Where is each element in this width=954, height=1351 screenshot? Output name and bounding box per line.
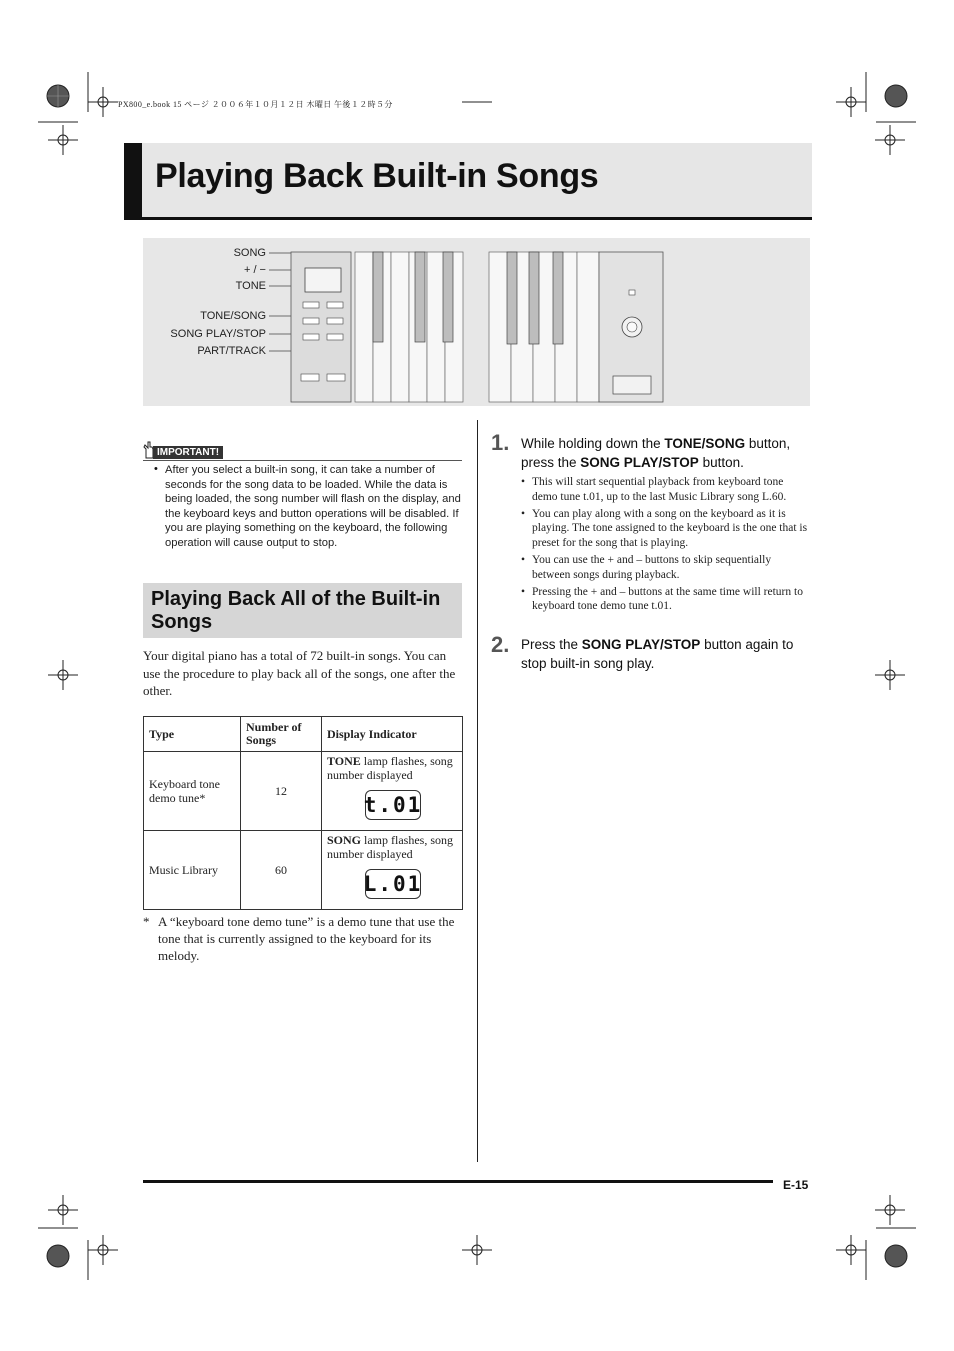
table-header: Number of Songs [241,717,322,752]
table-cell-count: 60 [241,831,322,910]
footnote [143,913,463,964]
table-header: Display Indicator [322,717,463,752]
step-1-instruction [521,434,811,472]
table-header: Type [144,717,241,752]
important-rule [143,460,462,461]
lamp-name: SONG [327,833,362,847]
table-header-row [144,717,463,752]
table-cell-type: Keyboard tone demo tune* [144,752,241,831]
footnote-text: A “keyboard tone demo tune” is a demo tune that use the tone that is currently assigned to the keyboard for its melody. [158,914,455,963]
lcd-display: L.01 [365,869,421,899]
step-2-instruction [521,635,811,673]
built-in-songs-table [143,716,463,910]
table-row [144,831,463,910]
important-text: After you select a built-in song, it can take a number of seconds for the song data to be loaded. While the data is being loaded, the song number will flash on the display, and the keyboard keys and button operations will be disabled. If you are playing something on the keyboard, the following operation will cause output to stop. [165,464,461,549]
list-item: • You can play along with a song on the keyboard as it is playing. The tone assigned to the keyboard is the one that is preset for the song that is playing. [521,507,811,551]
title-bar [124,143,812,220]
important-label: IMPORTANT! [153,446,223,459]
page-title: Playing Back Built-in Songs [155,157,599,195]
callout-tone: TONE [235,280,266,292]
callout-song-play-stop: SONG PLAY/STOP [170,328,266,340]
indicator-text: lamp flashes, song number displayed [327,833,454,861]
section-heading-box [143,583,462,638]
table-cell-type: Music Library [144,831,241,910]
callout-song: SONG [233,247,266,259]
callout-part-track: PART/TRACK [197,345,266,357]
footer-rule [143,1180,773,1183]
indicator-text: lamp flashes, song number displayed [327,754,453,782]
step-2-number: 2. [491,632,510,657]
page-number: E-15 [783,1178,809,1192]
step-text-part: button, press the [521,436,791,470]
step-1-notes [521,475,811,616]
list-item: • This will start sequential playback from keyboard tone demo tune t.01, up to the last Music Library song L.60. [521,475,811,505]
table-cell-indicator [322,831,463,910]
table-row [144,752,463,831]
step-text-part: While holding down the [521,436,665,451]
step-text-part: button. [698,455,744,470]
file-info-header: PX800_e.book 15 ページ ２００６年１０月１２日 木曜日 午後１２時５分 [118,100,393,109]
step-1-number: 1. [491,430,510,455]
column-divider [477,420,478,1162]
intro-paragraph: Your digital piano has a total of 72 built-in songs. You can use the procedure to play back all of the songs, one after the other. [143,648,456,698]
section-heading: Playing Back All of the Built-in Songs [151,588,441,633]
button-name: TONE/SONG [664,436,746,451]
lcd-display: t.01 [365,790,421,820]
keyboard-diagram [143,238,810,406]
table-cell-count: 12 [241,752,322,831]
step-text-part: button again to stop built-in song play. [521,637,794,671]
list-item: • You can use the + and – buttons to skip sequentially between songs during playback. [521,553,811,583]
title-accent-block [124,143,142,220]
piano-panel-illustration [143,238,810,406]
callout-tone-song: TONE/SONG [200,310,266,322]
step-text-part: Press the [521,637,582,652]
button-name: SONG PLAY/STOP [580,455,699,470]
button-name: SONG PLAY/STOP [581,637,701,652]
important-bullet: • [154,463,158,475]
list-item: • Pressing the + and – buttons at the same time will return to keyboard tone demo tune t.01. [521,585,811,615]
table-cell-indicator [322,752,463,831]
footnote-mark: * [143,914,150,929]
lamp-name: TONE [327,754,361,768]
callout-plus-minus: + / − [243,264,266,276]
